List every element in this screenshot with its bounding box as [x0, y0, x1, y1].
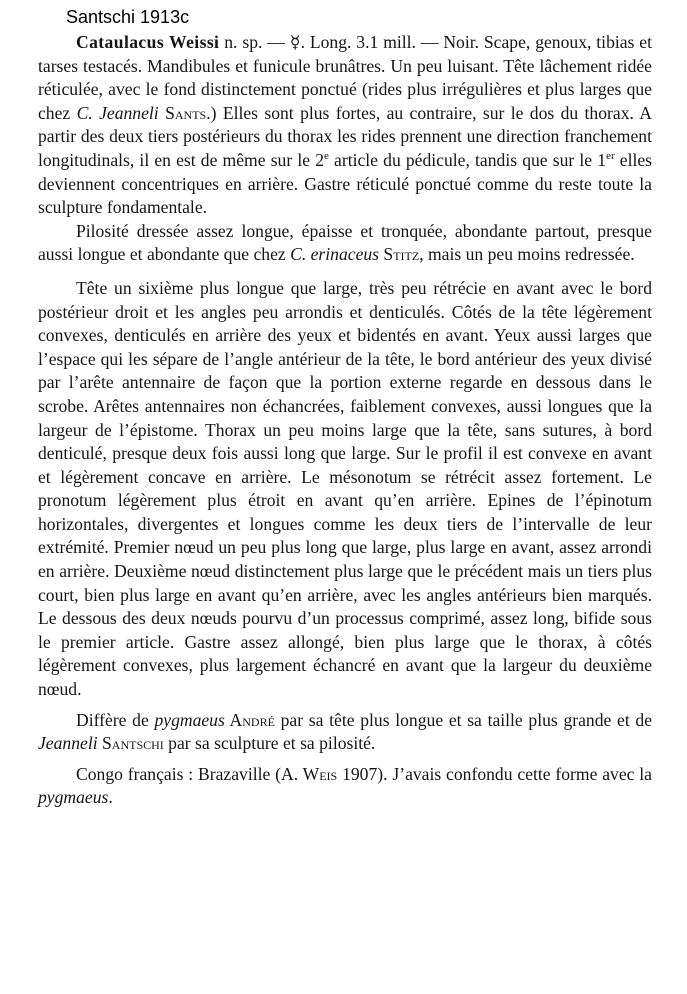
species-ref: pygmaeus	[38, 787, 109, 808]
paragraph-morphology: Tête un sixième plus longue que large, très peu rétrécie en avant avec le bord postérieur droit et les angles peu arrondis et denticulés. Côtés de la tête légèrement convexes, denticulés en arrière des yeux et bidentés en avant. Yeux aussi larges que l’espace qui les sépare de l’angle antérieur de la tête, le bord antérieur des yeux divisé par l’arête antennaire de façon que la portion externe regarde en dessous dans le scrobe. Arêtes antennaires non échancrées, faiblement convexes, aussi longues que la largeur de l’épistome. Thorax un peu moins large que la tête, sans sutures, à bord denticulé, presque deux fois aussi long que large. Sur le profil il est convexe en avant et légèrement concave en arrière. Le mésonotum se rétrécit assez fortement. Le pronotum légèrement plus étroit en avant qu’en arrière. Epines de l’épinotum horizontales, divergentes et longues comme les deux tiers de l’intervalle de leur extrémité. Premier nœud un peu plus long que large, plus large en avant, assez arrondi en arrière. Deuxième nœud distinctement plus large que le précédent mais un tiers plus court, bien plus large en avant qu’en arrière, avec les angles antérieurs bien marqués. Le dessous des deux nœuds pourvu d’un processus comprimé, assez long, bifide sous le premier article. Gastre assez allongé, bien plus large que le thorax, à côtés légèrement convexes, plus largement échancré en avant que la largeur du deuxième nœud.	[38, 277, 652, 700]
paragraph-pilosity	[38, 220, 652, 267]
page-body	[38, 31, 652, 810]
paragraph-locality	[38, 763, 652, 810]
superscript: er	[606, 150, 615, 163]
species-title: Cataulacus Weissi	[76, 32, 220, 52]
text: .	[108, 787, 113, 808]
text: elles deviennent concentriques en arrière. Gastre réticulé ponctué comme du reste toute la sculpture fondamentale.	[38, 149, 653, 218]
text: article du pédicule, tandis que sur le 1	[328, 149, 607, 170]
author: Stitz	[379, 244, 420, 265]
paragraph-description	[38, 31, 652, 220]
text: Congo français : Brazaville (	[76, 763, 281, 784]
author: André	[224, 709, 275, 730]
species-ref: C. Jeanneli	[76, 102, 159, 123]
text: par sa sculpture et sa pilosité.	[163, 733, 376, 754]
text: Diffère de	[76, 709, 155, 730]
collector: A. Weis	[281, 763, 338, 784]
text: , mais un peu moins redressée.	[419, 244, 635, 265]
text: Pilosité dressée assez longue, épaisse et tronquée, abondante partout, presque aussi longue et abondante que chez	[38, 220, 652, 265]
text: ) Elles sont plus fortes, au contraire, sur le dos du thorax. A partir des deux tiers postérieurs du thorax les rides prennent une direction franchement longitudinals, il en est de même sur le 2	[38, 102, 652, 170]
author: Santschi	[97, 733, 164, 754]
page-header: Santschi 1913c	[66, 7, 190, 27]
text: par sa tête plus longue et sa taille plus grande et de	[274, 709, 653, 730]
species-ref: pygmaeus	[154, 709, 225, 730]
author: Sants.	[158, 102, 211, 123]
species-ref: C. erinaceus	[290, 244, 380, 265]
species-ref: Jeanneli	[38, 733, 98, 754]
paragraph-diagnosis	[38, 709, 652, 756]
text: 1907). J’avais confondu cette forme avec la	[337, 763, 652, 784]
text: n. sp. — ☿. Long. 3.1 mill. — Noir. Scape, genoux, tibias et tarses testacés. Mandibules et funicule brunâtres. Un peu luisant. Tête lâchement ridée réticulée, avec le fond distinctement ponctué (rides plus irrégulières et plus larges que chez	[38, 32, 652, 123]
superscript: e	[324, 150, 329, 163]
